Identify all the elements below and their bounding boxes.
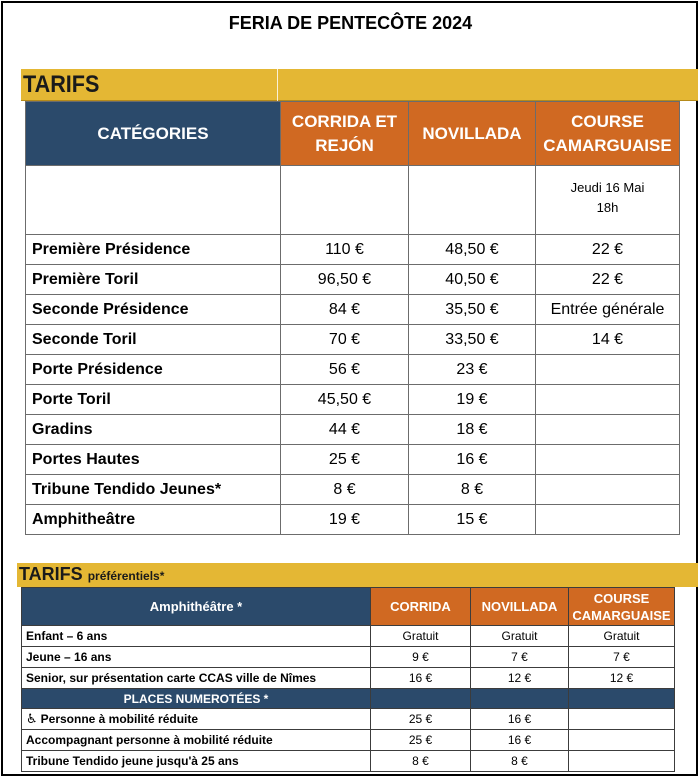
price-course: 22 € — [536, 265, 680, 295]
category-name: Première Présidence — [26, 235, 281, 265]
category-label: Accompagnant personne à mobilité réduite — [26, 733, 273, 747]
price-course: 22 € — [536, 235, 680, 265]
pref-header-row — [22, 588, 675, 626]
tarifs-preferentiels-band — [17, 563, 698, 587]
table-row — [26, 235, 680, 265]
category-name: Tribune Tendido Jeunes* — [26, 475, 281, 505]
price-corrida: 84 € — [281, 295, 409, 325]
table-row — [22, 647, 675, 668]
places-numerotees-header-row — [22, 689, 675, 709]
category-name: Seconde Présidence — [26, 295, 281, 325]
price-course — [536, 475, 680, 505]
table-row — [22, 668, 675, 689]
price-course: Entrée générale — [536, 295, 680, 325]
tarifs-band — [21, 69, 698, 101]
price-course: 12 € — [569, 668, 675, 689]
price-novillada: 16 € — [471, 709, 569, 730]
band-divider — [277, 69, 278, 101]
price-corrida: 56 € — [281, 355, 409, 385]
price-course: 14 € — [536, 325, 680, 355]
price-novillada: 16 € — [409, 445, 536, 475]
page-frame — [1, 1, 698, 776]
table-row — [26, 385, 680, 415]
tarifs-preferentiels-table — [21, 587, 675, 772]
price-corrida: 8 € — [371, 751, 471, 772]
course-date-cell — [536, 166, 680, 235]
table-row — [22, 730, 675, 751]
course-time: 18h — [596, 200, 619, 215]
band-label-main: TARIFS — [19, 564, 83, 584]
blank-cell — [371, 689, 471, 709]
price-corrida: 16 € — [371, 668, 471, 689]
category-name: Porte Toril — [26, 385, 281, 415]
price-course — [536, 355, 680, 385]
price-novillada: 48,50 € — [409, 235, 536, 265]
price-novillada: 23 € — [409, 355, 536, 385]
category-name: Enfant – 6 ans — [22, 626, 371, 647]
blank-cell — [569, 689, 675, 709]
wheelchair-icon: ♿ — [26, 711, 38, 726]
price-course: Gratuit — [569, 626, 675, 647]
table-row — [22, 626, 675, 647]
page-title: FERIA DE PENTECÔTE 2024 — [228, 13, 473, 33]
category-name — [22, 730, 371, 751]
price-corrida: 96,50 € — [281, 265, 409, 295]
band-label-suffix: préférentiels* — [87, 569, 165, 583]
category-name: Seconde Toril — [26, 325, 281, 355]
price-novillada: 8 € — [471, 751, 569, 772]
price-corrida: 70 € — [281, 325, 409, 355]
price-novillada: 16 € — [471, 730, 569, 751]
price-course — [536, 505, 680, 535]
category-label: Tribune Tendido jeune jusqu'à 25 ans — [26, 754, 239, 768]
tarifs-table — [25, 101, 680, 535]
table-row — [26, 505, 680, 535]
price-corrida: Gratuit — [371, 626, 471, 647]
price-course — [569, 709, 675, 730]
category-name — [22, 751, 371, 772]
price-course — [569, 730, 675, 751]
category-name: Jeune – 16 ans — [22, 647, 371, 668]
category-name: Amphitheâtre — [26, 505, 281, 535]
pref-header-novillada: NOVILLADA — [471, 588, 569, 626]
table-row — [26, 295, 680, 325]
price-novillada: 33,50 € — [409, 325, 536, 355]
date-row — [26, 166, 680, 235]
table-row — [26, 355, 680, 385]
header-course: COURSE CAMARGUAISE — [536, 102, 680, 166]
places-numerotees-header: PLACES NUMEROTÉES * — [22, 689, 371, 709]
header-categories: CATÉGORIES — [26, 102, 281, 166]
price-corrida: 8 € — [281, 475, 409, 505]
price-novillada: 12 € — [471, 668, 569, 689]
table-row — [22, 709, 675, 730]
category-name: Gradins — [26, 415, 281, 445]
pref-header-course: COURSE CAMARGUAISE — [569, 588, 675, 626]
tarifs-preferentiels-label — [19, 564, 164, 585]
price-course — [536, 385, 680, 415]
price-novillada: 40,50 € — [409, 265, 536, 295]
category-name: Porte Présidence — [26, 355, 281, 385]
tarifs-band-label: TARIFS — [23, 71, 100, 98]
price-novillada: 19 € — [409, 385, 536, 415]
table-row — [26, 475, 680, 505]
price-corrida: 44 € — [281, 415, 409, 445]
table-row — [26, 445, 680, 475]
price-course — [536, 445, 680, 475]
category-label: Personne à mobilité réduite — [40, 712, 199, 726]
category-name: Première Toril — [26, 265, 281, 295]
blank-cell — [409, 166, 536, 235]
table-row — [26, 415, 680, 445]
price-corrida: 19 € — [281, 505, 409, 535]
price-novillada: 35,50 € — [409, 295, 536, 325]
category-name: Senior, sur présentation carte CCAS ville de Nîmes — [22, 668, 371, 689]
category-name: Portes Hautes — [26, 445, 281, 475]
table-row — [26, 265, 680, 295]
tarifs-header-row — [26, 102, 680, 166]
price-course — [569, 751, 675, 772]
price-corrida: 45,50 € — [281, 385, 409, 415]
pref-header-categories: Amphithéâtre * — [22, 588, 371, 626]
price-novillada: 8 € — [409, 475, 536, 505]
price-corrida: 25 € — [371, 709, 471, 730]
price-novillada: 7 € — [471, 647, 569, 668]
price-novillada: Gratuit — [471, 626, 569, 647]
table-row — [22, 751, 675, 772]
blank-cell — [281, 166, 409, 235]
course-date: Jeudi 16 Mai — [570, 180, 645, 195]
price-corrida: 25 € — [371, 730, 471, 751]
price-course — [536, 415, 680, 445]
pref-header-corrida: CORRIDA — [371, 588, 471, 626]
price-novillada: 18 € — [409, 415, 536, 445]
price-corrida: 110 € — [281, 235, 409, 265]
category-name — [22, 709, 371, 730]
blank-cell — [26, 166, 281, 235]
header-corrida: CORRIDA ET REJÓN — [281, 102, 409, 166]
header-novillada: NOVILLADA — [409, 102, 536, 166]
price-novillada: 15 € — [409, 505, 536, 535]
table-row — [26, 325, 680, 355]
blank-cell — [471, 689, 569, 709]
price-corrida: 25 € — [281, 445, 409, 475]
price-corrida: 9 € — [371, 647, 471, 668]
price-course: 7 € — [569, 647, 675, 668]
